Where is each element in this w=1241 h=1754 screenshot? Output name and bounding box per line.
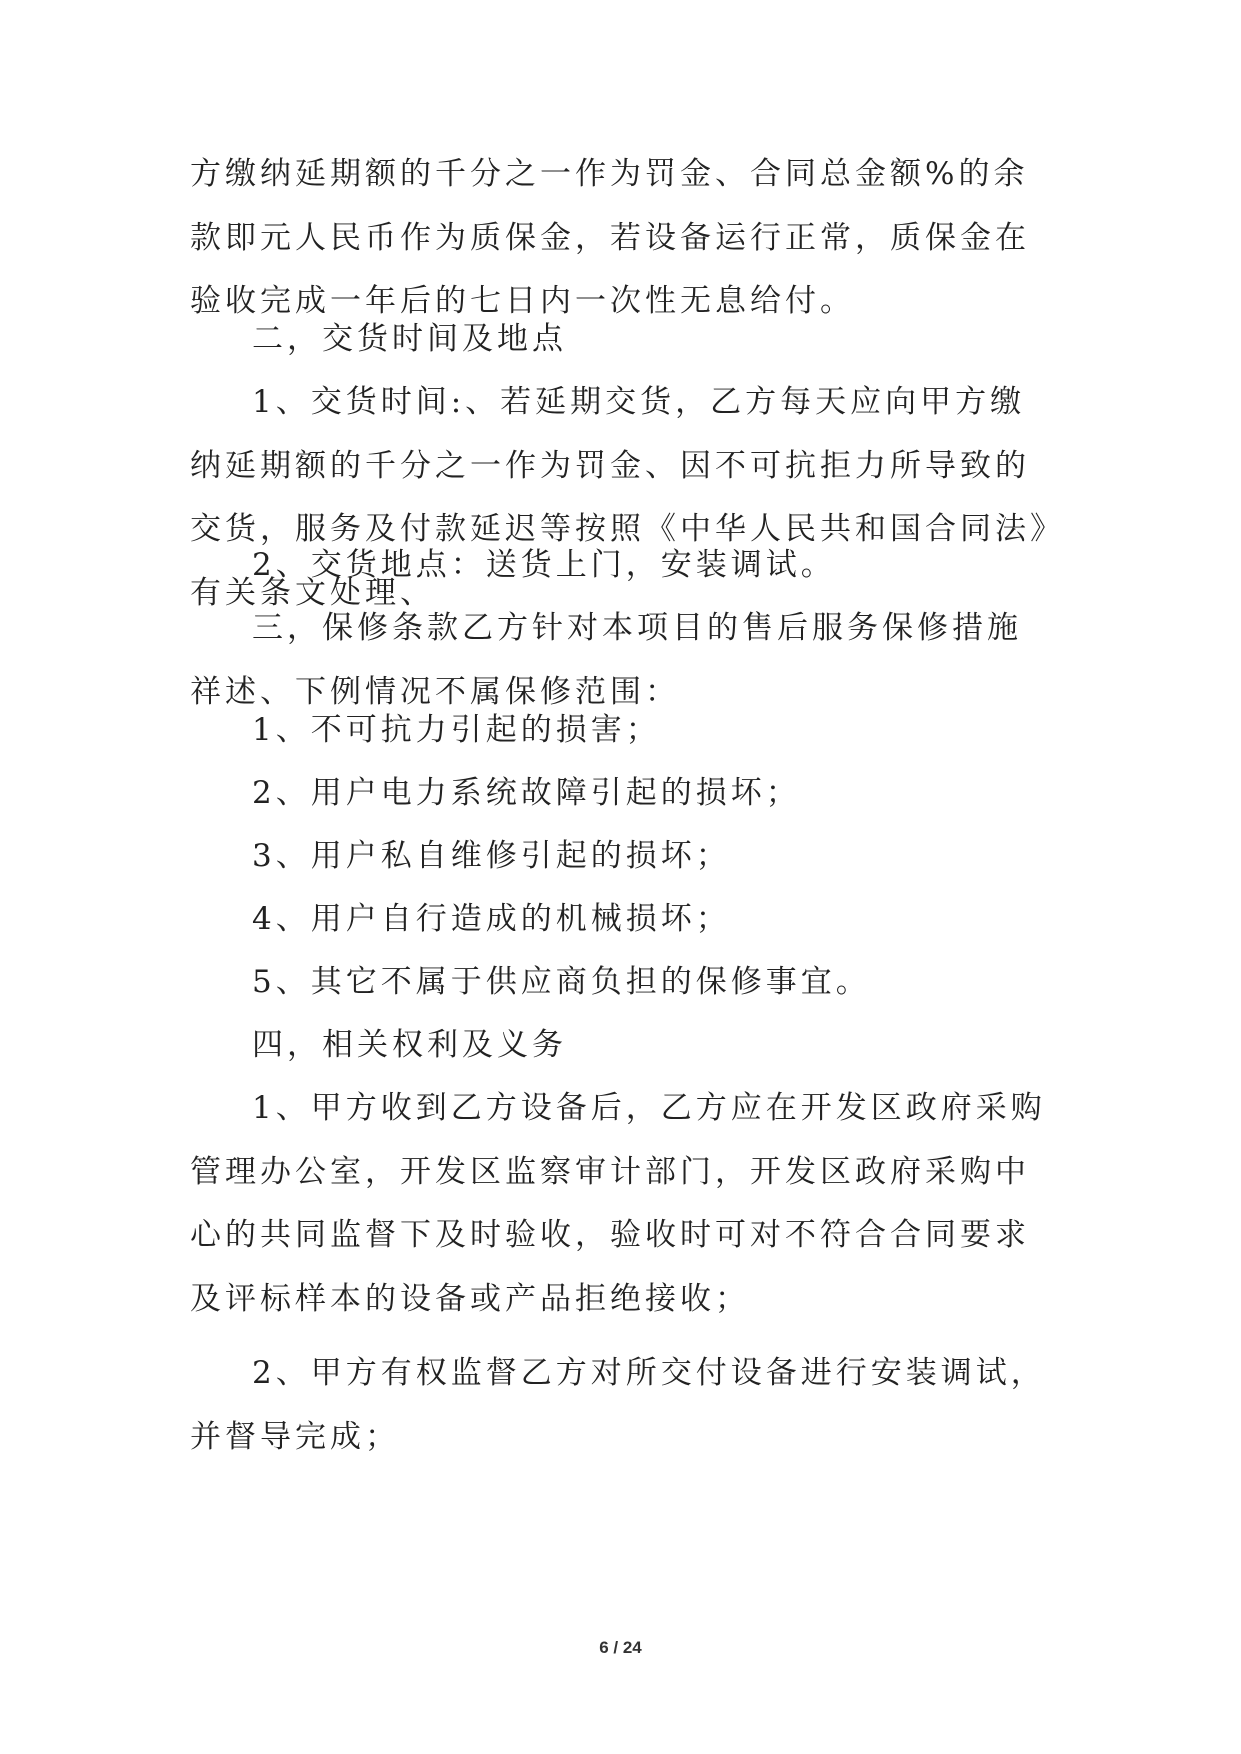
heading-rights-obligations: 四，相关权利及义务 (252, 1027, 567, 1063)
list-item-other-matters: 5、其它不属于供应商负担的保修事宜。 (252, 964, 871, 1000)
paragraph-penalty-warranty: 方缴纳延期额的千分之一作为罚金、合同总金额%的余款即元人民币作为质保金，若设备运行正常，质保金在验收完成一年后的七日内一次性无息给付。 (190, 156, 1030, 319)
paragraph-delivery-time: 1、交货时间:、若延期交货，乙方每天应向甲方缴纳延期额的千分之一作为罚金、因不可抗拒力所导致的交货，服务及付款延迟等按照《中华人民共和国合同法》有关条文处理、 (190, 384, 1050, 611)
paragraph-supervision: 2、甲方有权监督乙方对所交付设备进行安装调试，并督导完成； (190, 1355, 1046, 1455)
heading-delivery-time-place: 二，交货时间及地点 (252, 321, 567, 357)
list-item-force-majeure: 1、不可抗力引起的损害； (252, 712, 661, 748)
paragraph-delivery-place: 2、交货地点：送货上门，安装调试。 (252, 547, 836, 583)
list-item-private-repair: 3、用户私自维修引起的损坏； (252, 838, 731, 874)
list-item-mechanical-damage: 4、用户自行造成的机械损坏； (252, 901, 731, 937)
list-item-power-failure: 2、用户电力系统故障引起的损坏； (252, 775, 801, 811)
paragraph-warranty-terms: 三，保修条款乙方针对本项目的售后服务保修措施祥述、下例情况不属保修范围： (190, 610, 1022, 710)
paragraph-acceptance: 1、甲方收到乙方设备后，乙方应在开发区政府采购管理办公室，开发区监察审计部门，开发区政府采购中心的共同监督下及时验收，验收时可对不符合合同要求及评标样本的设备或产品拒绝接收； (190, 1090, 1046, 1317)
page-number: 6 / 24 (599, 1638, 642, 1657)
